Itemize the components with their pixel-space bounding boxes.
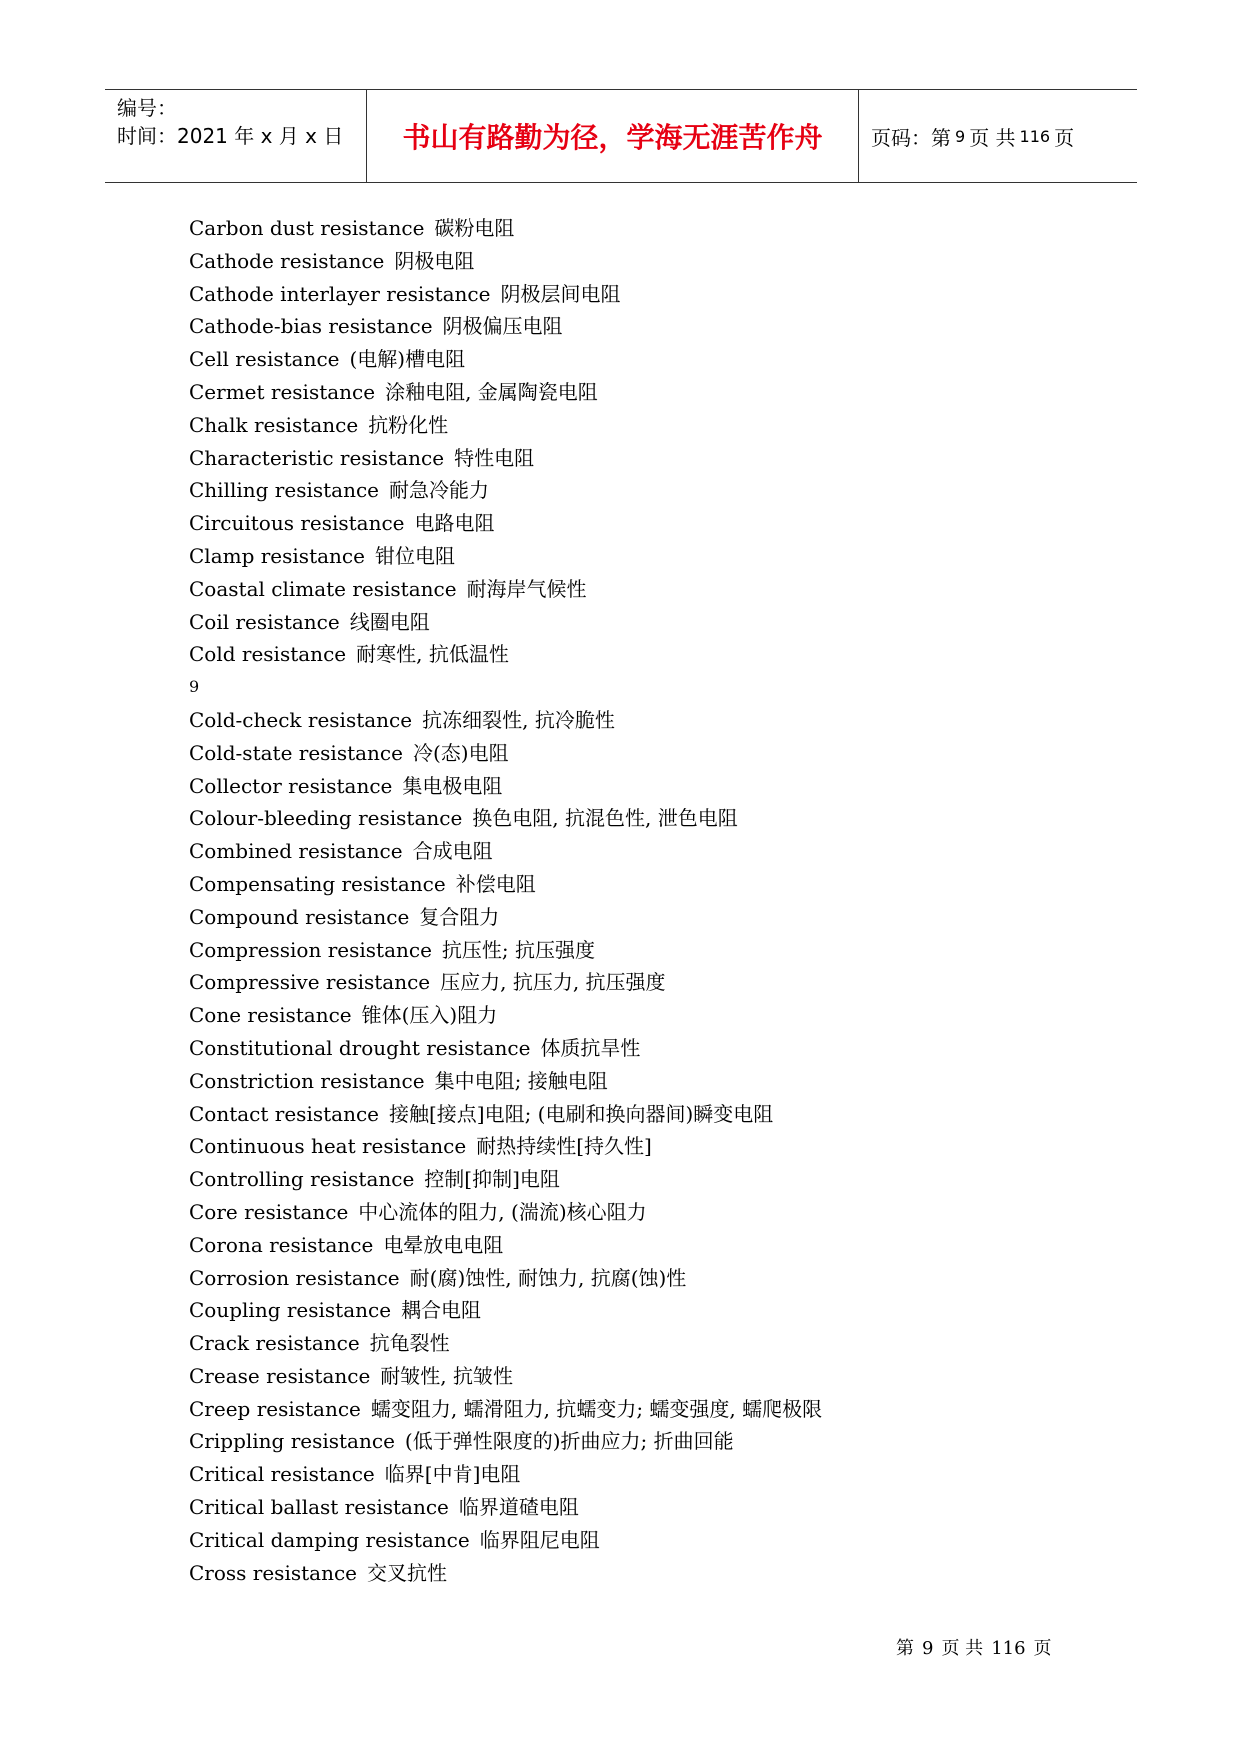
term-chinese: 中心流体的阻力, (湍流)核心阻力 — [358, 1199, 647, 1224]
glossary-entry — [189, 1262, 1089, 1295]
term-english: Cold-check resistance — [189, 707, 413, 732]
term-chinese: 耦合电阻 — [401, 1298, 482, 1323]
term-chinese: 特性电阻 — [454, 445, 535, 470]
glossary-entry — [189, 540, 1089, 573]
term-english: Continuous heat resistance — [189, 1134, 467, 1159]
glossary-entry — [189, 1491, 1089, 1524]
term-english: Core resistance — [189, 1199, 349, 1224]
term-chinese: 耐热持续性[持久性] — [476, 1134, 652, 1159]
header-page-current: 9 — [955, 126, 966, 146]
term-english: Cathode interlayer resistance — [189, 281, 491, 306]
term-english: Cross resistance — [189, 1560, 357, 1585]
header-page-indicator — [859, 90, 1137, 182]
glossary-entry — [189, 1196, 1089, 1229]
term-chinese: 抗龟裂性 — [369, 1331, 450, 1356]
term-english: Critical resistance — [189, 1462, 375, 1487]
term-english: Clamp resistance — [189, 543, 365, 568]
term-english: Coastal climate resistance — [189, 576, 457, 601]
term-english: Critical ballast resistance — [189, 1495, 449, 1520]
term-chinese: 临界阻尼电阻 — [479, 1527, 600, 1552]
term-english: Constriction resistance — [189, 1068, 425, 1093]
term-chinese: 耐急冷能力 — [389, 478, 490, 503]
glossary-section-a — [189, 212, 1089, 671]
term-english: Coil resistance — [189, 609, 340, 634]
term-english: Carbon dust resistance — [189, 216, 425, 240]
glossary-entry — [189, 638, 1089, 671]
page-header — [105, 89, 1137, 183]
term-chinese: 临界道碴电阻 — [458, 1495, 579, 1520]
glossary-entry — [189, 1360, 1089, 1393]
term-english: Cell resistance — [189, 347, 340, 372]
term-english: Compression resistance — [189, 937, 432, 962]
term-english: Controlling resistance — [189, 1167, 415, 1192]
term-chinese: 线圈电阻 — [349, 609, 430, 634]
term-chinese: 耐海岸气候性 — [466, 576, 587, 601]
glossary-entry — [189, 770, 1089, 803]
term-chinese: 阴极偏压电阻 — [442, 314, 563, 339]
glossary-entry — [189, 310, 1089, 343]
glossary-entry — [189, 704, 1089, 737]
glossary-entry — [189, 1557, 1089, 1590]
glossary-entry — [189, 442, 1089, 475]
glossary-entry — [189, 802, 1089, 835]
glossary-entry — [189, 1130, 1089, 1163]
header-page-total: 116 — [1019, 126, 1051, 146]
footer-total-pages: 116 — [991, 1638, 1026, 1659]
page-footer — [896, 1634, 1052, 1660]
term-english: Compound resistance — [189, 904, 410, 929]
glossary-entry — [189, 278, 1089, 311]
header-page-mid: 页 共 — [969, 125, 1016, 150]
glossary-entry — [189, 1327, 1089, 1360]
glossary-section-b — [189, 704, 1089, 1590]
glossary-entry — [189, 606, 1089, 639]
glossary-entry — [189, 1458, 1089, 1491]
term-english: Corona resistance — [189, 1232, 374, 1257]
term-english: Cold-state resistance — [189, 740, 403, 765]
footer-current-page: 9 — [922, 1638, 934, 1659]
term-english: Cold resistance — [189, 642, 347, 667]
glossary-entry — [189, 999, 1089, 1032]
term-english: Colour-bleeding resistance — [189, 806, 463, 831]
term-english: Cathode-bias resistance — [189, 314, 433, 339]
term-chinese: 涂釉电阻, 金属陶瓷电阻 — [385, 379, 598, 404]
glossary-entry — [189, 573, 1089, 606]
term-english: Crack resistance — [189, 1331, 360, 1356]
term-chinese: 接触[接点]电阻; (电刷和换向器间)瞬变电阻 — [388, 1101, 774, 1126]
glossary-list — [189, 212, 1089, 1589]
term-chinese: 换色电阻, 抗混色性, 泄色电阻 — [472, 806, 738, 831]
term-english: Cathode resistance — [189, 248, 385, 273]
term-chinese: 临界[中肯]电阻 — [384, 1462, 521, 1487]
term-english: Crippling resistance — [189, 1429, 395, 1454]
glossary-entry — [189, 1393, 1089, 1426]
glossary-entry — [189, 868, 1089, 901]
term-chinese: 合成电阻 — [412, 839, 493, 864]
term-english: Creep resistance — [189, 1396, 361, 1421]
term-chinese: 耐皱性, 抗皱性 — [380, 1363, 513, 1388]
term-english: Contact resistance — [189, 1101, 379, 1126]
header-page-prefix: 页码：第 — [871, 125, 951, 150]
term-english: Chilling resistance — [189, 478, 380, 503]
header-page-suffix: 页 — [1054, 125, 1075, 150]
term-chinese: 补偿电阻 — [455, 871, 536, 896]
term-english: Chalk resistance — [189, 412, 359, 437]
term-chinese: 耐(腐)蚀性, 耐蚀力, 抗腐(蚀)性 — [409, 1265, 687, 1290]
glossary-entry — [189, 901, 1089, 934]
glossary-entry — [189, 1524, 1089, 1557]
glossary-entry — [189, 212, 1089, 245]
term-chinese: 碳粉电阻 — [434, 216, 515, 240]
term-english: Combined resistance — [189, 839, 403, 864]
term-chinese: 蠕变阻力, 蠕滑阻力, 抗蠕变力; 蠕变强度, 蠕爬极限 — [370, 1396, 823, 1421]
glossary-entry — [189, 1425, 1089, 1458]
term-chinese: 锥体(压入)阻力 — [361, 1003, 498, 1028]
glossary-entry — [189, 1098, 1089, 1131]
glossary-entry — [189, 245, 1089, 278]
term-chinese: 交叉抗性 — [367, 1560, 447, 1585]
glossary-entry — [189, 343, 1089, 376]
term-english: Characteristic resistance — [189, 445, 445, 470]
term-english: Compressive resistance — [189, 970, 431, 995]
term-chinese: 电晕放电电阻 — [383, 1232, 504, 1257]
term-chinese: 体质抗旱性 — [540, 1035, 641, 1060]
document-time-label: 时间：2021 年 x 月 x 日 — [117, 124, 344, 148]
term-english: Cermet resistance — [189, 379, 376, 404]
glossary-entry — [189, 966, 1089, 999]
term-english: Compensating resistance — [189, 871, 446, 896]
term-english: Critical damping resistance — [189, 1527, 470, 1552]
term-chinese: 集电极电阻 — [402, 773, 503, 798]
glossary-entry — [189, 1294, 1089, 1327]
footer-suffix: 页 — [1033, 1638, 1052, 1659]
glossary-entry — [189, 1229, 1089, 1262]
document-number-label: 编号： — [117, 96, 177, 120]
term-english: Circuitous resistance — [189, 511, 405, 536]
term-chinese: 复合阻力 — [419, 904, 500, 929]
glossary-entry — [189, 376, 1089, 409]
term-english: Corrosion resistance — [189, 1265, 400, 1290]
term-chinese: (电解)槽电阻 — [349, 347, 466, 372]
header-meta — [105, 90, 367, 182]
term-chinese: 抗压性; 抗压强度 — [441, 937, 596, 962]
term-chinese: 耐寒性, 抗低温性 — [356, 642, 509, 667]
glossary-entry — [189, 835, 1089, 868]
term-english: Cone resistance — [189, 1003, 352, 1028]
inline-page-number: 9 — [189, 677, 200, 697]
glossary-entry — [189, 474, 1089, 507]
glossary-entry — [189, 409, 1089, 442]
term-chinese: 抗粉化性 — [368, 412, 449, 437]
term-chinese: 阴极层间电阻 — [500, 281, 621, 306]
term-english: Coupling resistance — [189, 1298, 392, 1323]
footer-prefix: 第 — [896, 1638, 914, 1659]
term-english: Collector resistance — [189, 773, 393, 798]
term-chinese: (低于弹性限度的)折曲应力; 折曲回能 — [404, 1429, 734, 1454]
glossary-entry — [189, 1065, 1089, 1098]
glossary-entry — [189, 1163, 1089, 1196]
glossary-entry — [189, 507, 1089, 540]
term-english: Crease resistance — [189, 1363, 371, 1388]
glossary-entry — [189, 1032, 1089, 1065]
term-chinese: 集中电阻; 接触电阻 — [434, 1068, 608, 1093]
term-english: Constitutional drought resistance — [189, 1035, 531, 1060]
term-chinese: 抗冻细裂性, 抗冷脆性 — [422, 707, 615, 732]
glossary-entry — [189, 737, 1089, 770]
glossary-entry — [189, 934, 1089, 967]
term-chinese: 钳位电阻 — [374, 543, 455, 568]
footer-mid: 页 共 — [941, 1638, 984, 1659]
term-chinese: 电路电阻 — [414, 511, 495, 536]
term-chinese: 阴极电阻 — [394, 248, 475, 273]
term-chinese: 冷(态)电阻 — [412, 740, 509, 765]
term-chinese: 压应力, 抗压力, 抗压强度 — [440, 970, 666, 995]
term-chinese: 控制[抑制]电阻 — [424, 1167, 560, 1192]
header-motto: 书山有路勤为径，学海无涯苦作舟 — [367, 90, 859, 182]
